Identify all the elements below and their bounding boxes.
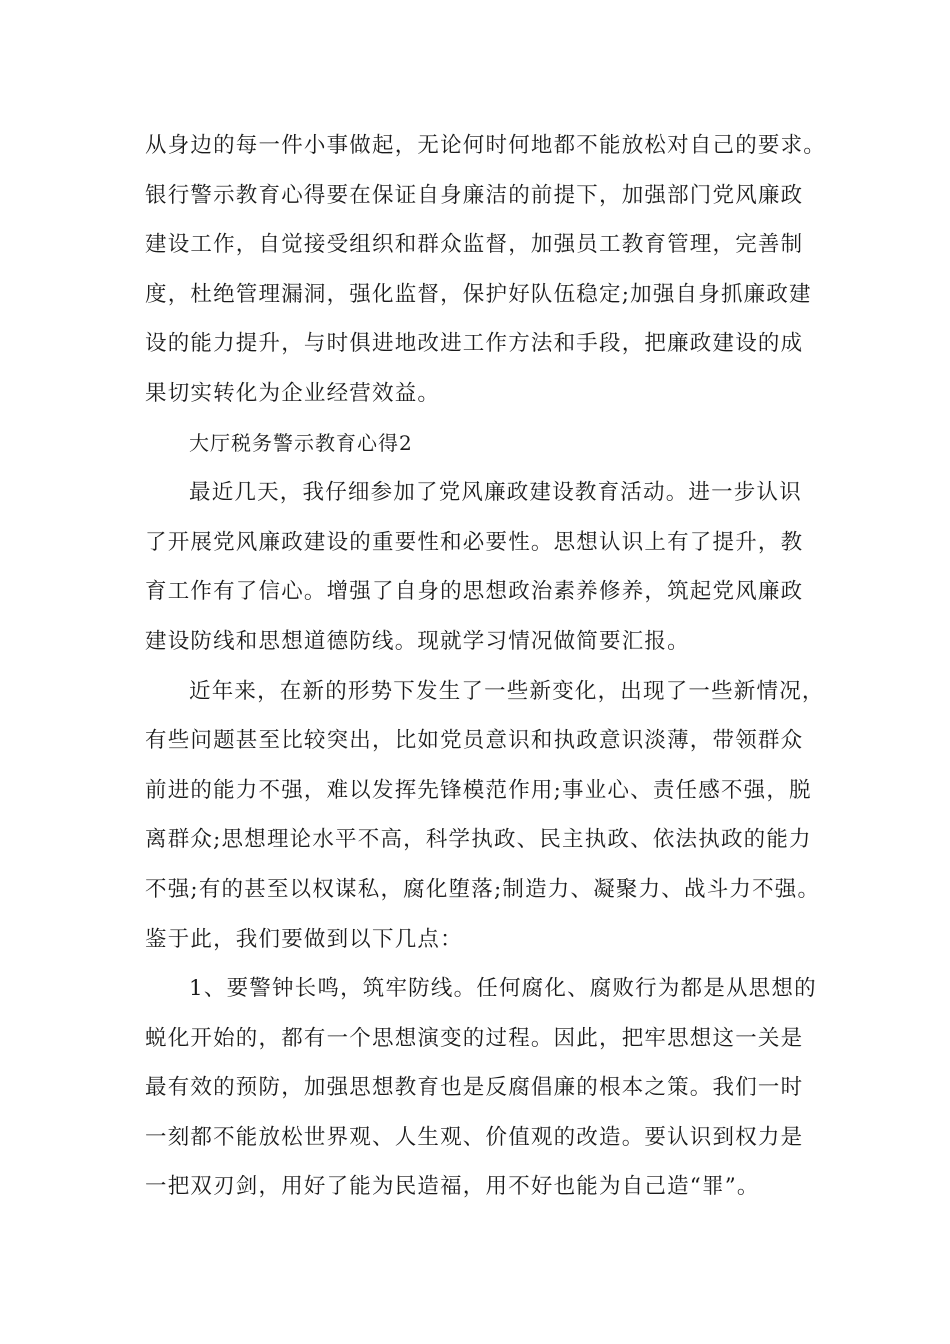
text-line: 果切实转化为企业经营效益。: [145, 380, 441, 406]
text-line: 一刻都不能放松世界观、人生观、价值观的改造。要认识到权力是: [145, 1124, 804, 1150]
text-line: 前进的能力不强，难以发挥先锋模范作用;事业心、责任感不强，脱: [145, 777, 812, 803]
text-line: 一把双刃剑，用好了能为民造福，用不好也能为自己造“罪”。: [145, 1174, 760, 1200]
text-line: 银行警示教育心得要在保证自身廉洁的前提下，加强部门党风廉政: [145, 182, 804, 208]
text-line: 设的能力提升，与时俱进地改进工作方法和手段，把廉政建设的成: [145, 331, 804, 357]
text-line: 育工作有了信心。增强了自身的思想政治素养修养，筑起党风廉政: [145, 579, 804, 605]
paragraph-start-line: 近年来，在新的形势下发生了一些新变化，出现了一些新情况，: [189, 678, 825, 704]
text-line: 度，杜绝管理漏洞，强化监督，保护好队伍稳定;加强自身抓廉政建: [145, 281, 812, 307]
paragraph-start-line: 最近几天，我仔细参加了党风廉政建设教育活动。进一步认识: [189, 480, 802, 506]
text-line: 从身边的每一件小事做起，无论何时何地都不能放松对自己的要求。: [145, 133, 827, 158]
text-line: 不强;有的甚至以权谋私，腐化堕落;制造力、凝聚力、战斗力不强。: [145, 876, 821, 902]
text-line: 鉴于此，我们要做到以下几点：: [145, 926, 463, 952]
text-line: 蜕化开始的，都有一个思想演变的过程。因此，把牢思想这一关是: [145, 1025, 804, 1051]
text-line: 建设工作，自觉接受组织和群众监督，加强员工教育管理，完善制: [145, 232, 804, 258]
paragraph-start-line: 1、要警钟长鸣，筑牢防线。任何腐化、腐败行为都是从思想的: [189, 976, 817, 1002]
text-line: 建设防线和思想道德防线。现就学习情况做简要汇报。: [145, 628, 690, 654]
text-line: 最有效的预防，加强思想教育也是反腐倡廉的根本之策。我们一时: [145, 1075, 804, 1101]
text-line: 有些问题甚至比较突出，比如党员意识和执政意识淡薄，带领群众: [145, 728, 804, 754]
document-body: [145, 121, 825, 1212]
text-line: 了开展党风廉政建设的重要性和必要性。思想认识上有了提升，教: [145, 529, 804, 555]
text-line: 离群众;思想理论水平不高，科学执政、民主执政、依法执政的能力: [145, 827, 812, 853]
section-heading: 大厅税务警示教育心得2: [189, 430, 413, 455]
